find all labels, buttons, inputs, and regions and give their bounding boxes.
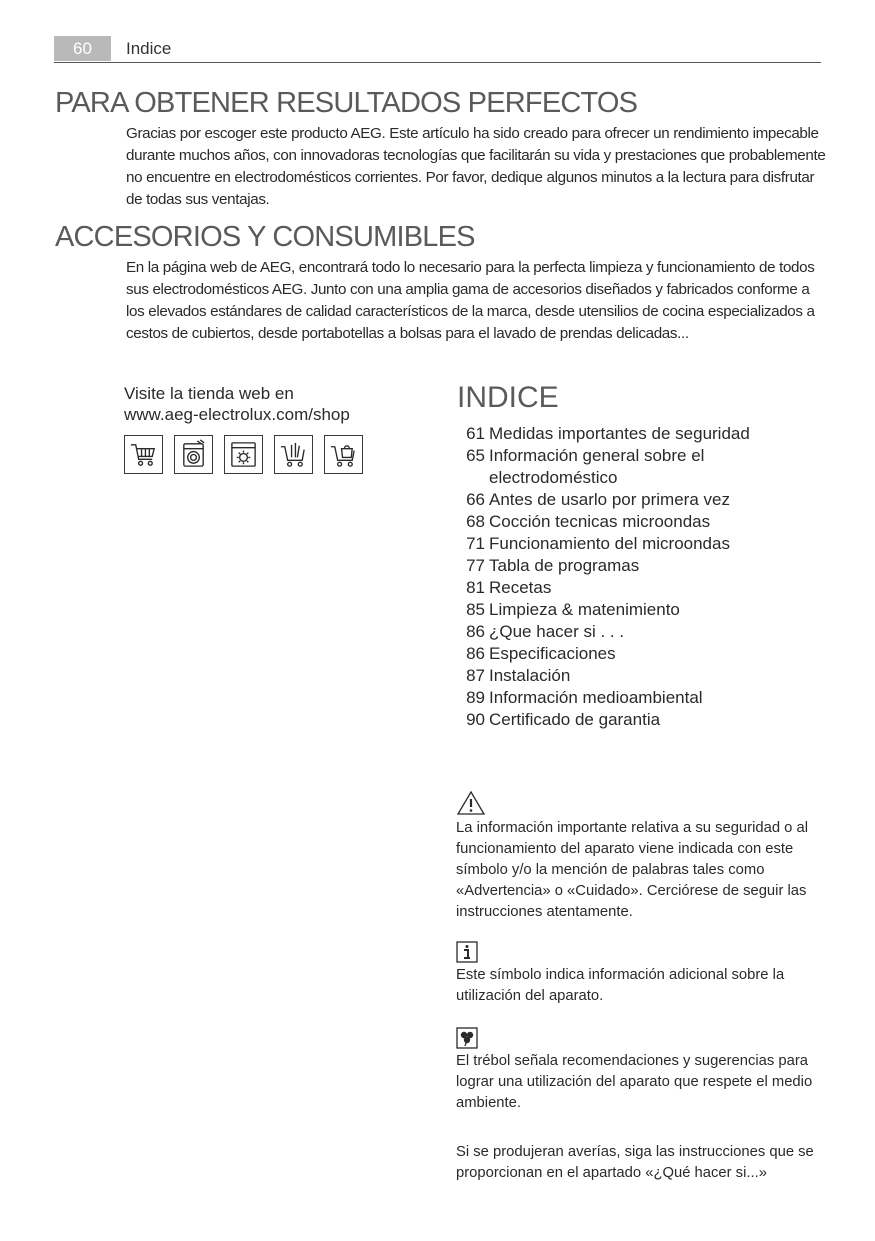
toc-page: 68 [466, 512, 485, 531]
table-of-contents [458, 423, 828, 731]
eco-note [456, 1027, 828, 1114]
header-divider [54, 62, 821, 63]
toc-entry[interactable] [458, 621, 828, 643]
toc-page: 66 [466, 490, 485, 509]
faults-note-text: Si se produjeran averías, siga las instrucciones que se proporcionan en el apartado «¿Qué hacer si...» [456, 1144, 814, 1181]
toc-entry[interactable] [458, 533, 828, 555]
toc-page: 85 [466, 600, 485, 619]
faults-note [456, 1140, 828, 1184]
toc-label: Medidas importantes de seguridad [489, 424, 750, 443]
toc-label: Cocción tecnicas microondas [489, 512, 711, 531]
toc-entry[interactable] [458, 709, 828, 731]
info-icon [456, 941, 828, 963]
toc-entry[interactable] [458, 511, 828, 533]
toc-page: 87 [466, 666, 485, 685]
toc-entry[interactable] [458, 423, 828, 445]
toc-label: Información medioambiental [489, 688, 703, 707]
cart-utensils-icon [274, 435, 313, 474]
toc-label: Especificaciones [489, 644, 616, 663]
toc-entry[interactable] [458, 665, 828, 687]
section-title-accesorios: ACCESORIOS Y CONSUMIBLES [55, 221, 475, 253]
warning-note-text: La información importante relativa a su seguridad o al funcionamiento del aparato viene indicada con este símbolo y/o la mención de palabras tales como «Advertencia» o «Cuidado». Cerciórese de seguir las instrucciones atentamente. [456, 820, 809, 920]
toc-label: Antes de usarlo por primera vez [489, 490, 730, 509]
toc-label: Funcionamiento del microondas [489, 534, 730, 553]
warning-triangle-icon [456, 790, 828, 816]
toc-label: Información general sobre el electrodoméstico [489, 446, 705, 487]
toc-entry[interactable] [458, 599, 828, 621]
section-body-resultados: Gracias por escoger este producto AEG. Este artículo ha sido creado para ofrecer un rendimiento impecable durante muchos años, con innovadoras tecnologías que facilitarán su vida y prestaciones que probablemente no encuentre en electrodomésticos corrientes. Por favor, dedique algunos minutos a la lectura para disfrutar de todas sus ventajas. [126, 125, 826, 208]
shop-url[interactable]: www.aeg-electrolux.com/shop [124, 405, 350, 424]
toc-label: Certificado de garantia [489, 710, 661, 729]
info-note-text: Este símbolo indica información adicional sobre la utilización del aparato. [456, 967, 785, 1004]
oven-gear-icon [224, 435, 263, 474]
toc-entry[interactable] [458, 445, 828, 489]
header-title: Indice [126, 39, 172, 58]
toc-page: 81 [466, 578, 485, 597]
toc-entry[interactable] [458, 489, 828, 511]
index-title: INDICE [457, 381, 559, 414]
cart-bag-icon [324, 435, 363, 474]
toc-entry[interactable] [458, 687, 828, 709]
toc-label: Recetas [489, 578, 552, 597]
toc-page: 86 [466, 644, 485, 663]
shop-icon-row [124, 435, 374, 474]
warning-note [456, 790, 828, 923]
toc-page: 65 [466, 446, 485, 465]
shopping-cart-icon [124, 435, 163, 474]
section-body-accesorios: En la página web de AEG, encontrará todo lo necesario para la perfecta limpieza y funcionamiento de todos sus electrodomésticos AEG. Junto con una amplia gama de accesorios diseñados y fabricados conforme a los elevados estándares de calidad característicos de la marca, desde utensilios de cocina especializados a cestos de cubiertos, desde portabotellas a bolsas para el lavado de prendas delicadas... [126, 259, 815, 342]
toc-entry[interactable] [458, 643, 828, 665]
toc-page: 86 [466, 622, 485, 641]
washing-machine-icon [174, 435, 213, 474]
toc-page: 71 [466, 534, 485, 553]
toc-page: 61 [466, 424, 485, 443]
toc-label: ¿Que hacer si . . . [489, 622, 625, 641]
toc-label: Limpieza & matenimiento [489, 600, 680, 619]
toc-entry[interactable] [458, 555, 828, 577]
shop-line-1: Visite la tienda web en [124, 384, 294, 403]
toc-entry[interactable] [458, 577, 828, 599]
clover-icon [456, 1027, 828, 1049]
toc-page: 77 [466, 556, 485, 575]
section-title-resultados: PARA OBTENER RESULTADOS PERFECTOS [55, 87, 638, 119]
toc-page: 89 [466, 688, 485, 707]
shop-info [124, 383, 350, 425]
toc-page: 90 [466, 710, 485, 729]
info-note [456, 941, 828, 1007]
toc-label: Tabla de programas [489, 556, 640, 575]
page-number: 60 [54, 36, 111, 61]
toc-label: Instalación [489, 666, 571, 685]
eco-note-text: El trébol señala recomendaciones y sugerencias para lograr una utilización del aparato que respete el medio ambiente. [456, 1053, 813, 1111]
